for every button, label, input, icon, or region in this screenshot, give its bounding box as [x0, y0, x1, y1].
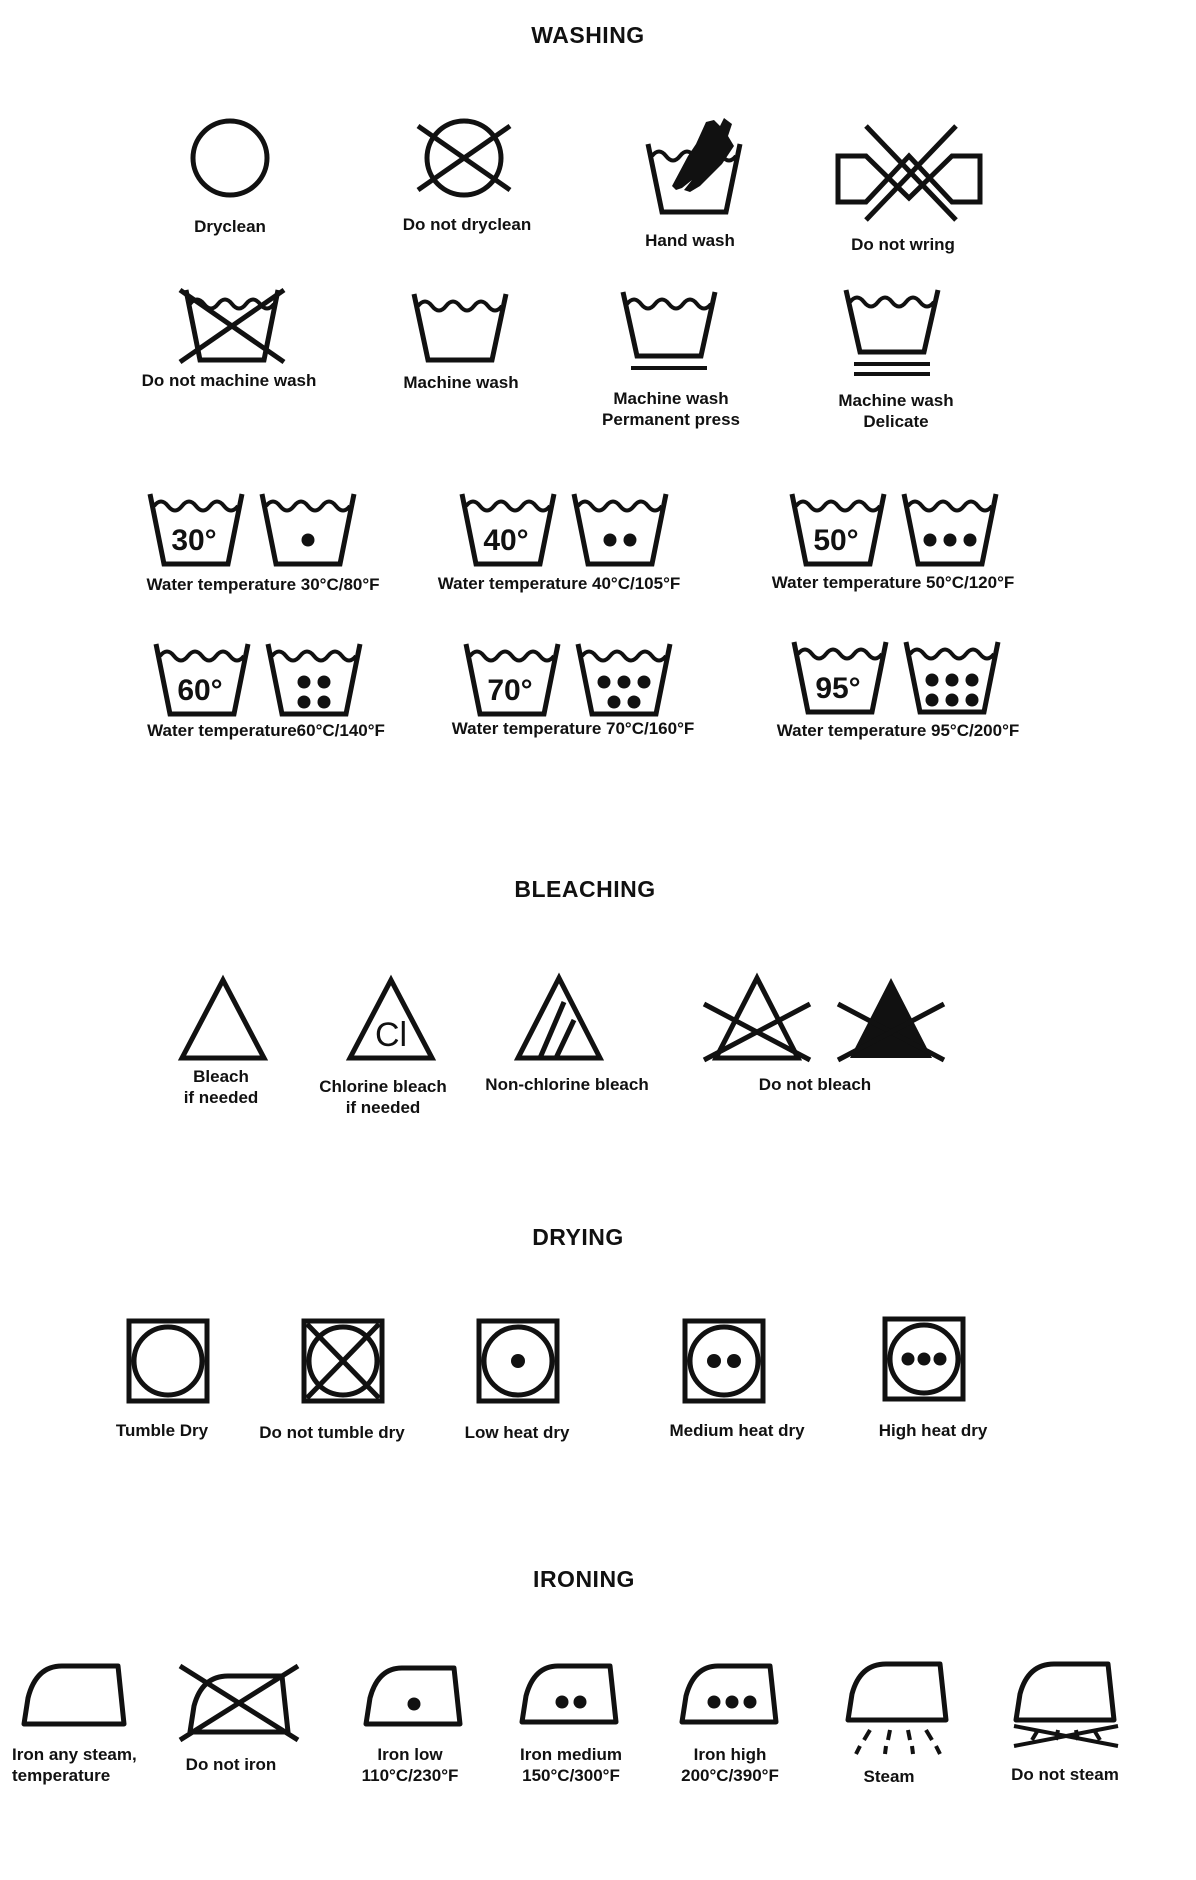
do-not-bleach-label: Do not bleach: [758, 1075, 872, 1094]
bleach-if-needed-label: [184, 1066, 259, 1108]
iron-low-label: [362, 1744, 459, 1786]
low-heat-dry-label: Low heat dry: [464, 1423, 570, 1442]
iron-any-temperature-icon: [20, 1658, 130, 1730]
do-not-dryclean-label: Do not dryclean: [402, 215, 532, 234]
do-not-bleach-outline-icon: [700, 972, 814, 1064]
steam-label: Steam: [863, 1767, 915, 1786]
label-line: Bleach: [193, 1067, 249, 1086]
label-line: Chlorine bleach: [319, 1077, 447, 1096]
do-not-tumble-dry-label: Do not tumble dry: [259, 1423, 405, 1442]
do-not-wring-icon: [834, 116, 984, 224]
water-temperature-badge-icon: [462, 640, 562, 718]
water-temperature-badge-icon: [146, 490, 246, 568]
hand-wash-label: Hand wash: [645, 231, 735, 250]
water-temperature-label: Water temperature 95°C/200°F: [776, 721, 1020, 740]
low-heat-dry-icon: [476, 1318, 560, 1404]
do-not-machine-wash-label: Do not machine wash: [141, 371, 317, 390]
do-not-steam-label: Do not steam: [1011, 1765, 1119, 1784]
label-line: Delicate: [863, 412, 929, 431]
do-not-wring-label: Do not wring: [851, 235, 955, 254]
non-chlorine-bleach-icon: [514, 974, 604, 1062]
temperature-dot: [966, 694, 979, 707]
dryclean-label: Dryclean: [194, 217, 266, 236]
water-temperature-badge-icon: [152, 640, 252, 718]
machine-wash-label: Machine wash: [403, 373, 519, 392]
temperature-dot: [608, 696, 621, 709]
temperature-dot: [298, 696, 311, 709]
label-line: if needed: [183, 1088, 259, 1107]
water-temperature-label: Water temperature 30°C/80°F: [146, 575, 380, 594]
temperature-dot: [604, 534, 617, 547]
temperature-dot: [318, 676, 331, 689]
temperature-dot: [624, 534, 637, 547]
machine-wash-icon: [410, 290, 510, 364]
machine-wash-permanent-press-label: [602, 388, 740, 430]
temperature-dot: [598, 676, 611, 689]
tumble-dry-label: Tumble Dry: [115, 1421, 209, 1440]
section-heading-drying: DRYING: [532, 1224, 624, 1250]
temperature-dot: [618, 676, 631, 689]
temperature-dot: [946, 674, 959, 687]
hand-wash-icon: [644, 116, 744, 216]
medium-heat-dry-label: Medium heat dry: [669, 1421, 805, 1440]
label-line: Iron low: [377, 1745, 443, 1764]
section-heading-washing: WASHING: [531, 22, 645, 48]
do-not-tumble-dry-icon: [301, 1318, 385, 1404]
do-not-iron-label: Do not iron: [185, 1755, 277, 1774]
temperature-dot: [298, 676, 311, 689]
dryclean-icon: [190, 118, 270, 198]
do-not-dryclean-icon: [414, 116, 514, 200]
section-heading-ironing: IRONING: [533, 1566, 635, 1592]
iron-high-icon: [678, 1658, 782, 1728]
temperature-badge-text: 30°: [171, 524, 217, 557]
temperature-dot: [318, 696, 331, 709]
do-not-bleach-solid-icon: [834, 972, 948, 1064]
do-not-machine-wash-icon: [176, 286, 288, 366]
label-line: Iron any steam,: [12, 1745, 137, 1764]
temperature-badge-text: 50°: [813, 524, 859, 557]
label-line: Permanent press: [602, 410, 740, 429]
temperature-dot: [628, 696, 641, 709]
iron-medium-icon: [518, 1658, 622, 1728]
temperature-badge-text: 40°: [483, 524, 529, 557]
chlorine-bleach-icon: [346, 976, 436, 1062]
label-line: 150°C/300°F: [522, 1766, 620, 1785]
water-temperature-dots-icon: [258, 490, 358, 568]
iron-low-icon: [362, 1660, 466, 1730]
water-temperature-badge-icon: [458, 490, 558, 568]
medium-heat-dry-icon: [682, 1318, 766, 1404]
water-temperature-dots-icon: [264, 640, 364, 718]
machine-wash-delicate-icon: [842, 286, 942, 384]
water-temperature-label: Water temperature 70°C/160°F: [451, 719, 695, 738]
do-not-iron-icon: [176, 1660, 302, 1744]
temperature-dot: [638, 676, 651, 689]
temperature-dot: [926, 674, 939, 687]
bleach-if-needed-icon: [178, 976, 268, 1062]
temperature-dot: [946, 694, 959, 707]
water-temperature-dots-icon: [902, 638, 1002, 716]
water-temperature-dots-icon: [570, 490, 670, 568]
temperature-dot: [926, 694, 939, 707]
machine-wash-delicate-label: [838, 390, 953, 432]
iron-medium-label: [520, 1744, 622, 1786]
machine-wash-permanent-press-icon: [619, 288, 719, 372]
temperature-badge-text: 70°: [487, 674, 533, 707]
temperature-badge-text: 60°: [177, 674, 223, 707]
label-line: 110°C/230°F: [361, 1766, 459, 1785]
water-temperature-dots-icon: [900, 490, 1000, 568]
chlorine-bleach-label: [319, 1076, 447, 1118]
label-line: Machine wash: [838, 391, 954, 410]
label-line: Iron high: [693, 1745, 767, 1764]
iron-any-temperature-label: [12, 1744, 137, 1786]
temperature-dot: [964, 534, 977, 547]
water-temperature-dots-icon: [574, 640, 674, 718]
non-chlorine-bleach-label: Non-chlorine bleach: [485, 1075, 649, 1094]
section-heading-bleaching: BLEACHING: [514, 876, 656, 902]
temperature-badge-text: 95°: [815, 672, 861, 705]
label-line: Iron medium: [519, 1745, 623, 1764]
water-temperature-label: Water temperature 50°C/120°F: [771, 573, 1015, 592]
steam-icon: [844, 1656, 952, 1760]
label-line: if needed: [345, 1098, 421, 1117]
high-heat-dry-label: High heat dry: [878, 1421, 988, 1440]
label-line: temperature: [12, 1766, 111, 1785]
temperature-dot: [966, 674, 979, 687]
temperature-dot: [944, 534, 957, 547]
temperature-dot: [924, 534, 937, 547]
tumble-dry-icon: [126, 1318, 210, 1404]
water-temperature-label: Water temperature 40°C/105°F: [437, 574, 681, 593]
iron-high-label: [681, 1744, 779, 1786]
high-heat-dry-icon: [882, 1316, 966, 1402]
label-line: 200°C/390°F: [681, 1766, 779, 1785]
water-temperature-label: Water temperature60°C/140°F: [147, 721, 385, 740]
do-not-steam-icon: [1010, 1656, 1122, 1760]
water-temperature-badge-icon: [788, 490, 888, 568]
label-line: Machine wash: [613, 389, 729, 408]
chlorine-mark: Cl: [374, 1016, 408, 1054]
water-temperature-badge-icon: [790, 638, 890, 716]
temperature-dot: [302, 534, 315, 547]
